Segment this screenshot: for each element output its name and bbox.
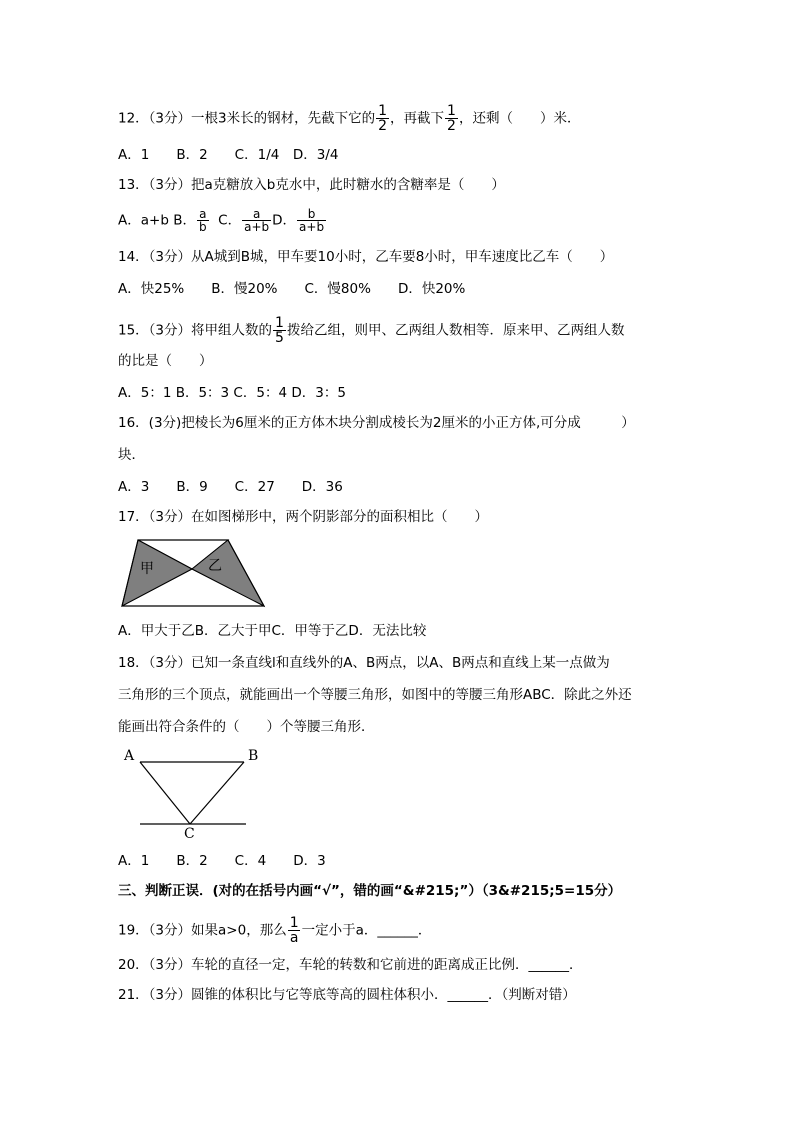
trapezoid-figure	[118, 536, 270, 610]
q12-options: A．1 B．2 C．1/4 D．3/4	[118, 147, 339, 163]
q21-stem: 21．（3分）圆锥的体积比与它等底等高的圆柱体积小．______．（判断对错）	[118, 987, 576, 1003]
fraction: $\frac{1}{2}$	[447, 103, 456, 134]
label-a: A	[124, 748, 135, 764]
segment-ac	[140, 762, 190, 824]
fraction: $\frac{1}{2}$	[378, 103, 388, 134]
q13-options: A．a+b B． $\frac{a}{b}$ C． $\frac{a}{a+b}$ D． $\frac{b}{a+b}$	[118, 207, 325, 234]
q18-line3: 能画出符合条件的（ ）个等腰三角形．	[118, 719, 375, 735]
fraction: $\frac{1}{a}$	[289, 915, 299, 946]
q13-stem: 13．（3分）把a克糖放入b克水中，此时糖水的含糖率是（ ）	[118, 177, 505, 193]
q18-options: A．1 B．2 C．4 D．3	[118, 853, 326, 869]
segment-bc	[190, 762, 244, 824]
q19-stem: 19．（3分）如果a>0，那么 $\frac{1}{a}$ 一定小于a．______．	[118, 915, 432, 946]
q12-stem: 12．（3分）一根3米长的钢材，先截下它的 $\frac{1}{2}$ ，再截下 $\frac{1}{2}$ ，还剩（ ）米．	[118, 103, 581, 134]
q16-stem: 16．(3分)把棱长为6厘米的正方体木块分割成棱长为2厘米的小正方体,可分成 ）	[118, 415, 635, 431]
label-c: C	[184, 826, 195, 842]
fraction: $\frac{1}{5}$	[275, 315, 284, 346]
q20-stem: 20．（3分）车轮的直径一定，车轮的转数和它前进的距离成正比例．______．	[118, 957, 583, 973]
q18-line2: 三角形的三个顶点，就能画出一个等腰三角形，如图中的等腰三角形ABC．除此之外还	[118, 687, 632, 703]
q15-line2: 的比是（ ）	[118, 353, 213, 369]
q14-options: A．快25% B．慢20% C．慢80% D．快20%	[118, 281, 466, 297]
section-heading: 三、判断正误．(对的在括号内画“√”，错的画“&#215;”）（3&#215;5=15分）	[118, 883, 622, 899]
q17-options: A．甲大于乙B．乙大于甲C．甲等于乙D．无法比较	[118, 623, 427, 639]
q17-stem: 17．（3分）在如图梯形中，两个阴影部分的面积相比（ ）	[118, 509, 489, 525]
label-jia: 甲	[140, 561, 154, 577]
label-b: B	[248, 748, 259, 764]
fraction: $\frac{a}{b}$	[198, 207, 207, 234]
q16-options: A．3 B．9 C．27 D．36	[118, 479, 343, 495]
q15-stem: 15．（3分）将甲组人数的 $\frac{1}{5}$ 拨给乙组，则甲、乙两组人数相等．原来甲、乙两组人数	[118, 315, 625, 346]
q18-line1: 18．（3分）已知一条直线l和直线外的A、B两点，以A、B两点和直线上某一点做为	[118, 655, 610, 671]
q14-stem: 14．（3分）从A城到B城，甲车要10小时，乙车要8小时，甲车速度比乙车（ ）	[118, 249, 614, 265]
fraction: $\frac{b}{a+b}$	[299, 207, 325, 234]
isosceles-triangle-figure	[118, 744, 268, 842]
q16-line2: 块．	[118, 447, 145, 463]
q15-options: A．5：1 B．5：3 C．5：4 D．3：5	[118, 385, 346, 401]
label-yi: 乙	[208, 558, 222, 574]
fraction: $\frac{a}{a+b}$	[244, 207, 270, 234]
